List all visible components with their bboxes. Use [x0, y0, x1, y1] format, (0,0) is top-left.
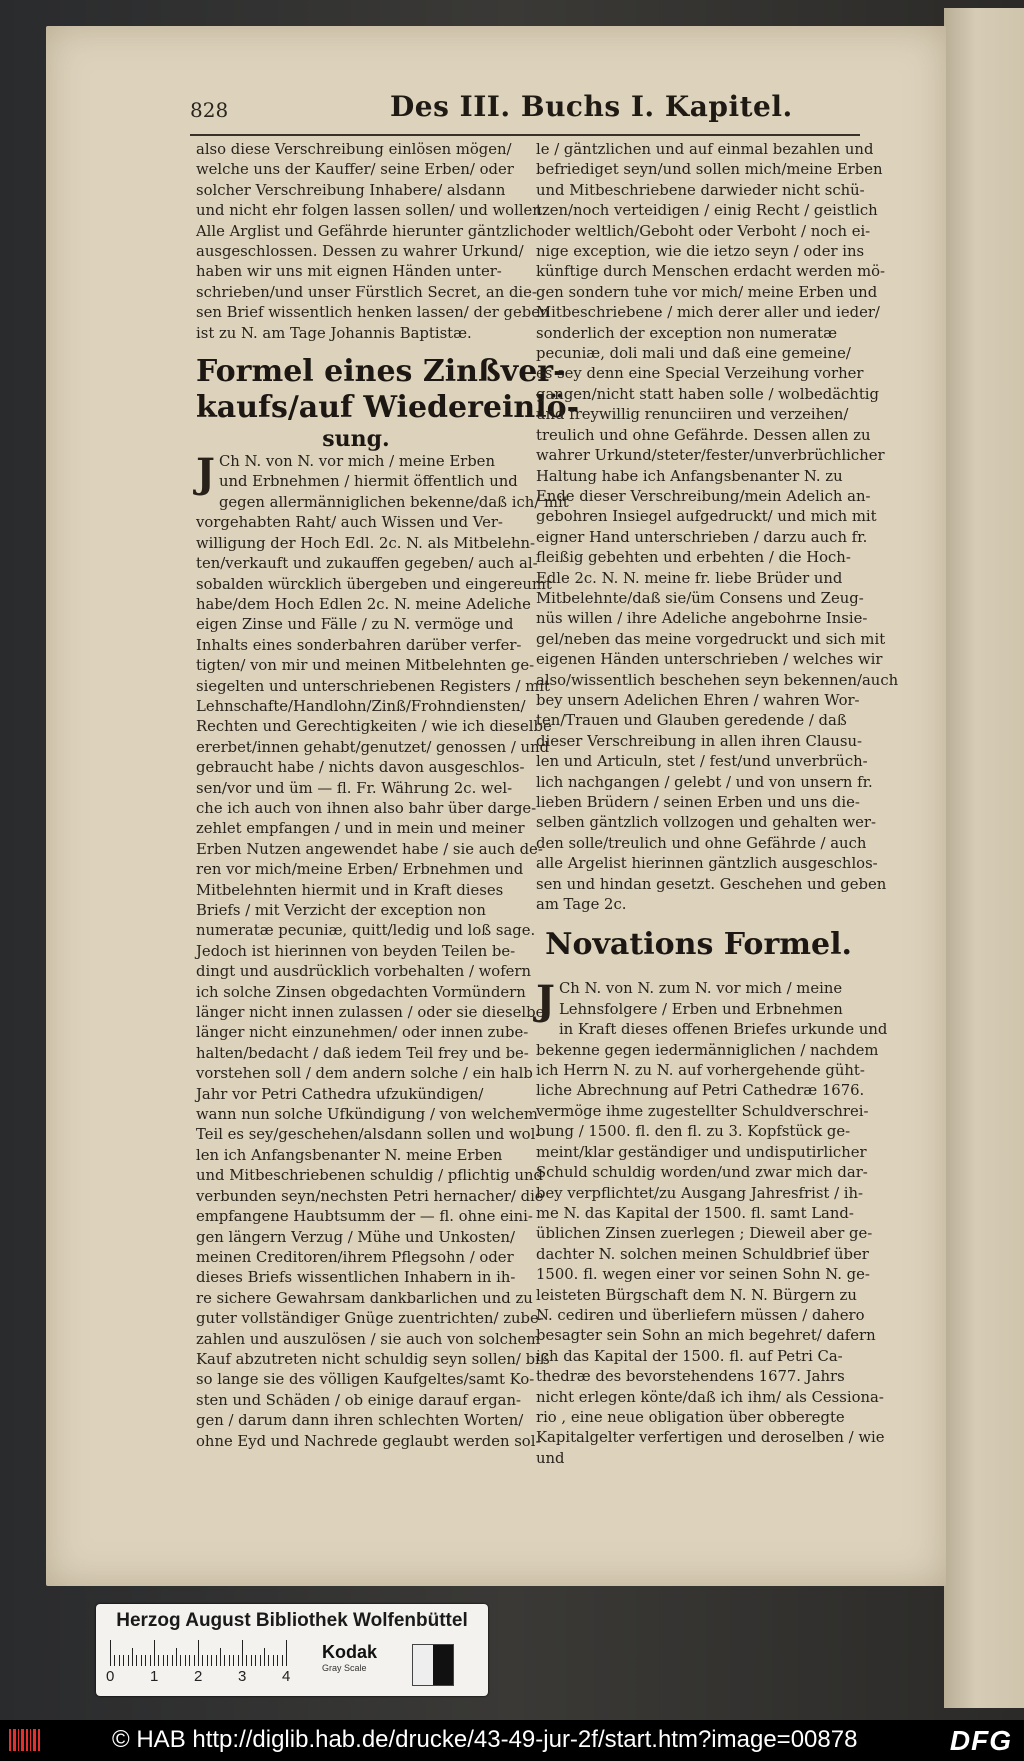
text-line: sen und hindan gesetzt. Geschehen und geben	[536, 875, 887, 893]
text-line: welche uns der Kauffer/ seine Erben/ oder	[196, 161, 514, 179]
text-line: solcher Verschreibung Inhabere/ alsdann	[196, 181, 506, 199]
ruler-tick	[172, 1655, 173, 1666]
text-line: so lange sie des völligen Kaufgeltes/samt Ko-	[196, 1371, 535, 1389]
text-line: ten/verkauft und zukauffen gegeben/ auch al-	[196, 555, 538, 573]
scale-number: 2	[194, 1668, 203, 1685]
ruler-tick	[145, 1655, 146, 1666]
gray-scale-patch	[412, 1644, 454, 1686]
text-line: Ch N. von N. vor mich / meine Erben	[218, 453, 495, 471]
text-line: bey verpflichtet/zu Ausgang Jahresfrist / ih-	[536, 1184, 864, 1202]
text-line: sonderlich der exception non numeratæ	[536, 324, 838, 342]
text-line: und nicht ehr folgen lassen sollen/ und wollen.	[196, 202, 547, 220]
ruler-tick	[198, 1640, 199, 1666]
text-line: Jedoch ist hierinnen von beyden Teilen be-	[196, 942, 516, 960]
text-line: leisteten Bürgschaft dem N. N. Bürgern zu	[536, 1286, 857, 1304]
right-text-lines-b	[536, 979, 888, 1469]
ruler-tick	[194, 1655, 195, 1666]
text-line: gel/neben das meine vorgedruckt und sich mit	[536, 630, 886, 648]
ruler-tick	[167, 1655, 168, 1666]
text-line: also diese Verschreibung einlösen mögen/	[196, 141, 512, 158]
header-rule	[190, 134, 860, 136]
text-line: ist zu N. am Tage Johannis Baptistæ.	[196, 324, 472, 342]
text-line: vorstehen soll / dem andern solche / ein halb	[196, 1065, 533, 1083]
ruler-tick	[286, 1640, 287, 1666]
text-line: me N. das Kapital der 1500. fl. samt Land-	[536, 1204, 854, 1222]
copyright-url[interactable]: © HAB http://diglib.hab.de/drucke/43-49-jur-2f/start.htm?image=00878	[112, 1726, 858, 1753]
text-line: eigenen Händen unterschrieben / welches wir	[536, 651, 883, 669]
text-line: habe/dem Hoch Edlen 2c. N. meine Adeliche	[196, 595, 531, 613]
text-line: pecuniæ, doli mali und daß eine gemeine/	[536, 345, 851, 363]
text-line: den solle/treulich und ohne Gefährde / auch	[536, 834, 867, 852]
facing-page-edge	[944, 8, 1024, 1708]
left-heading	[196, 354, 580, 453]
ruler-tick	[158, 1655, 159, 1666]
text-line: selben gäntzlich vollzogen und gehalten wer-	[536, 814, 876, 832]
text-line: zahlen und auszulösen / sie auch von solchem	[196, 1330, 541, 1348]
ruler-tick	[123, 1655, 124, 1666]
text-line: Ende dieser Verschreibung/mein Adelich an-	[536, 487, 871, 505]
text-line: ich solche Zinsen obgedachten Vormündern	[196, 983, 526, 1001]
ruler-tick	[136, 1655, 137, 1666]
ruler-tick	[114, 1655, 115, 1666]
text-line: künftige durch Menschen erdacht werden mö-	[536, 263, 886, 281]
text-line: dieser Verschreibung in allen ihren Clausu-	[536, 732, 863, 750]
ruler-tick	[154, 1640, 155, 1666]
text-line: sen/vor und üm — fl. Fr. Währung 2c. wel-	[196, 779, 513, 797]
text-line: Haltung habe ich Anfangsbenanter N. zu	[536, 467, 843, 485]
text-line: gen längern Verzug / Mühe und Unkosten/	[196, 1228, 516, 1246]
left-heading-line3: sung.	[322, 426, 390, 453]
ruler-tick	[251, 1655, 252, 1666]
right-text-block-a	[536, 140, 899, 915]
ruler-tick	[246, 1655, 247, 1666]
ruler-tick	[185, 1655, 186, 1666]
text-line: Alle Arglist und Gefährde hierunter gäntzlich	[196, 222, 537, 240]
text-line: vorgehabten Raht/ auch Wissen und Ver-	[196, 514, 503, 532]
left-heading-line2: kaufs/auf Wiedereinlö-	[196, 390, 580, 426]
text-line: bekenne gegen iedermänniglichen / nachdem	[536, 1041, 879, 1059]
ruler-tick	[119, 1655, 120, 1666]
ruler-tick	[277, 1655, 278, 1666]
text-line: und Mitbeschriebene darwieder nicht schü-	[536, 181, 865, 199]
text-line: sobalden würcklich übergeben und eingereumt	[196, 575, 552, 593]
text-line: empfangene Haubtsumm der — fl. ohne eini-	[196, 1208, 533, 1226]
text-line: willigung der Hoch Edl. 2c. N. als Mitbelehn-	[196, 534, 536, 552]
left-text-lines-b	[196, 452, 569, 1452]
text-line: besagter sein Sohn an mich begehret/ dafern	[536, 1327, 876, 1345]
text-line: Erben Nutzen angewendet habe / sie auch de-	[196, 840, 543, 858]
text-line: lieben Brüdern / seinen Erben und uns die-	[536, 794, 860, 811]
text-line: treulich und ohne Gefährde. Dessen allen zu	[536, 426, 871, 444]
right-text-block-b	[536, 977, 888, 1469]
text-line: le / gäntzlichen und auf einmal bezahlen und	[536, 141, 874, 158]
library-name: Herzog August Bibliothek Wolfenbüttel	[116, 1610, 468, 1631]
text-line: Briefs / mit Verzicht der exception non	[196, 902, 486, 919]
text-line: guter vollständiger Gnüge zuentrichten/ zube-	[196, 1310, 544, 1328]
text-line: befriediget seyn/und sollen mich/meine Erben	[536, 161, 883, 179]
ruler-tick	[273, 1655, 274, 1666]
text-line: eigen Zinse und Fälle / zu N. vermöge und	[196, 616, 514, 634]
text-line: Mitbeschriebene / mich derer aller und ieder/	[536, 304, 880, 322]
kodak-label	[322, 1642, 377, 1673]
text-line: Rechten und Gerechtigkeiten / wie ich dieselbe	[196, 718, 552, 736]
barcode-icon	[8, 1726, 42, 1754]
text-line: che ich auch von ihnen also bahr über darge-	[196, 799, 537, 817]
ruler-tick	[264, 1648, 265, 1666]
text-line: ich das Kapital der 1500. fl. auf Petri Ca-	[536, 1347, 843, 1365]
text-line: wann nun solche Ufkündigung / von welchem	[196, 1106, 538, 1124]
ruler-tick	[255, 1655, 256, 1666]
text-line: gegen allermänniglichen bekenne/daß ich/ mit	[218, 493, 569, 511]
text-line: verbunden seyn/nechsten Petri hernacher/ die	[196, 1187, 544, 1205]
color-target-card	[96, 1604, 488, 1696]
text-line: gebraucht habe / nichts davon ausgeschlos-	[196, 759, 525, 777]
text-line: re sichere Gewahrsam dankbarlichen und zu	[196, 1289, 533, 1307]
ruler-scale	[110, 1640, 310, 1666]
text-line: oder weltlich/Geboht oder Verboht / noch ei-	[536, 222, 871, 240]
text-line: ren vor mich/meine Erben/ Erbnehmen und	[196, 861, 524, 879]
left-drop-initial: J	[196, 450, 215, 498]
text-line: tzen/noch verteidigen / einig Recht / geistlich	[536, 202, 878, 220]
right-column	[536, 140, 899, 1469]
text-line: Kauf abzutreten nicht schuldig seyn sollen/ biß	[196, 1350, 550, 1368]
text-line: len ich Anfangsbenanter N. meine Erben	[196, 1146, 503, 1164]
text-line: ten/Trauen und Glauben geredende / daß	[536, 712, 847, 730]
text-line: thedræ des bevorstehendens 1677. Jahrs	[536, 1368, 845, 1386]
text-line: Inhalts eines sonderbahren darüber verfer-	[196, 636, 522, 654]
ruler-tick	[242, 1640, 243, 1666]
ruler-tick	[176, 1648, 177, 1666]
text-line: und	[536, 1449, 565, 1467]
text-line: ich Herrn N. zu N. auf vorhergehende güht-	[536, 1062, 865, 1080]
scale-number: 0	[106, 1668, 115, 1685]
text-line: länger nicht innen zulassen / oder sie dieselbe	[196, 1004, 545, 1022]
text-line: meinen Creditoren/ihrem Pflegsohn / oder	[196, 1248, 514, 1266]
ruler-tick	[211, 1655, 212, 1666]
ruler-tick	[224, 1655, 225, 1666]
text-line: N. cediren und überliefern müssen / dahero	[536, 1306, 865, 1324]
text-line: eigner Hand unterschrieben / darzu auch fr.	[536, 528, 868, 546]
text-line: alle Argelist hierinnen gäntzlich ausgeschlos-	[536, 855, 878, 873]
right-drop-initial: J	[536, 977, 555, 1025]
text-line: siegelten und unterschriebenen Registers / mit	[196, 677, 550, 695]
ruler-tick	[163, 1655, 164, 1666]
kodak-subtitle: Gray Scale	[322, 1663, 367, 1673]
text-line: haben wir uns mit eignen Händen unter-	[196, 263, 502, 281]
text-line: halten/bedacht / daß iedem Teil frey und be-	[196, 1044, 529, 1062]
text-line: es sey denn eine Special Verzeihung vorher	[536, 365, 864, 383]
text-line: Mitbelehnte/daß sie/üm Consens und Zeug-	[536, 589, 864, 607]
text-line: gen / darum dann ihren schlechten Worten/	[196, 1412, 524, 1430]
text-line: meint/klar geständiger und undisputirlicher	[536, 1143, 867, 1161]
ruler-tick	[229, 1655, 230, 1666]
text-line: länger nicht einzunehmen/ oder innen zube-	[196, 1024, 529, 1042]
text-line: zehlet empfangen / und in mein und meiner	[196, 820, 525, 838]
text-line: Kapitalgelter verfertigen und deroselben / wie	[536, 1429, 885, 1447]
text-line: numeratæ pecuniæ, quitt/ledig und loß sage.	[196, 922, 536, 940]
ruler-tick	[216, 1655, 217, 1666]
text-line: und freywillig renunciiren und verzeihen/	[536, 406, 849, 424]
text-line: len und Articuln, stet / fest/und unverbrüch-	[536, 753, 868, 771]
ruler-tick	[141, 1655, 142, 1666]
text-line: Lehnsfolgere / Erben und Erbnehmen	[558, 1000, 843, 1018]
ruler-tick	[202, 1655, 203, 1666]
text-line: gen sondern tuhe vor mich/ meine Erben und	[536, 283, 878, 301]
ruler-tick	[238, 1655, 239, 1666]
text-line: dachter N. solchen meinen Schuldbrief über	[536, 1245, 869, 1263]
text-line: bey unsern Adelichen Ehren / wahren Wor-	[536, 691, 860, 709]
text-line: Mitbelehnten hiermit und in Kraft dieses	[196, 881, 504, 899]
text-line: lich nachgangen / gelebt / und von unsern fr.	[536, 773, 873, 791]
text-line: sten und Schäden / ob einige darauf ergan-	[196, 1391, 522, 1409]
text-line: rio , eine neue obligation über obberegte	[536, 1408, 845, 1426]
text-line: nüs willen / ihre Adeliche angebohrne Insie-	[536, 610, 868, 628]
scale-number: 3	[238, 1668, 247, 1685]
text-line: fleißig gebehten und erbehten / die Hoch-	[536, 549, 851, 567]
left-heading-line1: Formel eines Zinßver-	[196, 354, 566, 390]
page-header	[190, 90, 860, 130]
ruler-tick	[268, 1655, 269, 1666]
page-number: 828	[190, 98, 229, 122]
text-line: dieses Briefs wissentlichen Inhabern in ih-	[196, 1269, 516, 1287]
ruler-tick	[128, 1655, 129, 1666]
text-line: Lehnschafte/Handlohn/Zinß/Frohndiensten/	[196, 697, 526, 715]
ruler-tick	[180, 1655, 181, 1666]
text-line: also/wissentlich beschehen seyn bekennen/auch	[536, 671, 899, 689]
text-line: vermöge ihme zugestellter Schuldverschrei-	[536, 1102, 869, 1120]
text-line: und Mitbeschriebenen schuldig / pflichtig und	[196, 1167, 544, 1185]
left-text-block-a	[196, 140, 550, 344]
text-line: wahrer Urkund/steter/fester/unverbrüchlicher	[536, 447, 885, 465]
text-line: Teil es sey/geschehen/alsdann sollen und wol-	[196, 1126, 541, 1144]
ruler-tick	[189, 1655, 190, 1666]
left-column	[196, 140, 580, 1452]
ruler-tick	[233, 1655, 234, 1666]
right-heading: Novations Formel.	[545, 927, 852, 963]
text-line: ausgeschlossen. Dessen zu wahrer Urkund/	[196, 243, 524, 261]
ruler-tick	[207, 1655, 208, 1666]
text-line: nicht erlegen könte/daß ich ihm/ als Cessiona-	[536, 1388, 884, 1406]
ruler-tick	[132, 1648, 133, 1666]
ruler-tick	[220, 1648, 221, 1666]
running-head: Des III. Buchs I. Kapitel.	[390, 90, 793, 123]
text-line: Ch N. von N. zum N. vor mich / meine	[558, 980, 843, 998]
text-line: ererbet/innen gehabt/genutzet/ genossen / und	[196, 738, 550, 756]
scale-number: 1	[150, 1668, 159, 1685]
ruler-tick	[150, 1655, 151, 1666]
ruler-tick	[282, 1655, 283, 1666]
text-line: Schuld schuldig worden/und zwar mich dar-	[536, 1164, 868, 1182]
dfg-logo: DFG	[949, 1725, 1012, 1756]
text-line: dingt und ausdrücklich vorbehalten / wofern	[196, 963, 532, 981]
text-line: liche Abrechnung auf Petri Cathedræ 1676.	[536, 1082, 865, 1100]
text-line: und Erbnehmen / hiermit öffentlich und	[218, 473, 518, 491]
ruler-tick	[260, 1655, 261, 1666]
kodak-brand: Kodak	[322, 1642, 378, 1662]
ruler-tick	[110, 1640, 111, 1666]
text-line: gebohren Insiegel aufgedruckt/ und mich mit	[536, 508, 877, 526]
scale-number: 4	[282, 1668, 291, 1685]
text-line: in Kraft dieses offenen Briefes urkunde und	[558, 1021, 888, 1039]
text-line: schrieben/und unser Fürstlich Secret, an die-	[196, 283, 537, 301]
text-line: bung / 1500. fl. den fl. zu 3. Kopfstück ge-	[536, 1123, 851, 1141]
text-line: gangen/nicht statt haben solle / wolbedächtig	[536, 385, 879, 403]
text-line: sen Brief wissentlich henken lassen/ der geben	[196, 304, 550, 322]
text-line: Jahr vor Petri Cathedra ufzukündigen/	[196, 1085, 484, 1103]
text-line: üblichen Zinsen zuerlegen ; Dieweil aber ge-	[536, 1225, 873, 1243]
text-line: ohne Eyd und Nachrede geglaubt werden sol-	[196, 1432, 541, 1450]
text-line: am Tage 2c.	[536, 896, 627, 914]
left-text-block-b	[196, 450, 569, 1452]
text-line: nige exception, wie die ietzo seyn / oder ins	[536, 243, 865, 261]
text-line: 1500. fl. wegen einer vor seinen Sohn N. ge-	[536, 1266, 870, 1284]
footer-bar	[0, 1720, 1024, 1761]
text-line: tigten/ von mir und meinen Mitbelehnten ge-	[196, 657, 535, 675]
text-line: Edle 2c. N. N. meine fr. liebe Brüder und	[536, 569, 843, 587]
